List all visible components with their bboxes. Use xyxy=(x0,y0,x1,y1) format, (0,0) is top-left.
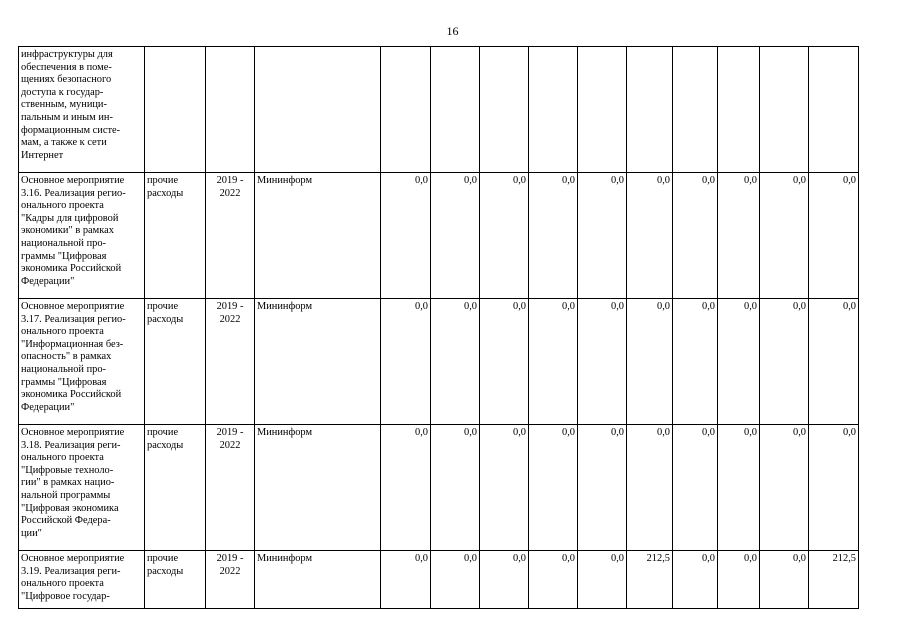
description-line: национальной про- xyxy=(21,237,107,249)
table-row xyxy=(19,173,859,299)
expense-type-cell xyxy=(145,47,206,173)
period-line: 2022 xyxy=(219,439,241,451)
funding-value-cell: 0,0 xyxy=(431,299,480,425)
period-line: 2019 - xyxy=(216,427,244,438)
funding-value-cell: 0,0 xyxy=(480,551,529,609)
description-line: гии" в рамках нацио- xyxy=(21,477,115,489)
period-line: 2022 xyxy=(219,313,241,325)
expense-type-line: прочие xyxy=(147,427,179,438)
executor-cell: Мининформ xyxy=(255,173,381,299)
funding-value-cell: 0,0 xyxy=(529,425,578,551)
funding-value-cell: 0,0 xyxy=(529,173,578,299)
description-line: онального проекта xyxy=(21,578,104,590)
description-line: граммы "Цифровая xyxy=(21,376,107,388)
measure-description-cell xyxy=(19,551,145,609)
expense-type-cell xyxy=(145,551,206,609)
funding-value-cell: 0,0 xyxy=(760,425,809,551)
description-line: 3.16. Реализация регио- xyxy=(21,187,126,199)
description-line: обеспечения в поме- xyxy=(21,61,112,73)
description-line: Основное мероприятие xyxy=(21,553,125,564)
funding-value-cell: 0,0 xyxy=(578,173,627,299)
funding-value-cell: 0,0 xyxy=(578,299,627,425)
description-line: "Цифровое государ- xyxy=(21,590,110,602)
funding-value-cell: 0,0 xyxy=(809,425,859,551)
funding-value-cell: 0,0 xyxy=(760,299,809,425)
funding-value-cell: 0,0 xyxy=(760,551,809,609)
period-line: 2022 xyxy=(219,187,241,199)
description-line: щениях безопасного xyxy=(21,74,112,86)
funding-value-cell: 0,0 xyxy=(578,551,627,609)
period-cell xyxy=(206,425,255,551)
funding-value-cell: 0,0 xyxy=(529,551,578,609)
table-row xyxy=(19,425,859,551)
expense-type-line: прочие xyxy=(147,301,179,312)
period-cell xyxy=(206,47,255,173)
funding-value-cell: 0,0 xyxy=(673,425,718,551)
executor-cell: Мининформ xyxy=(255,299,381,425)
funding-value-cell: 0,0 xyxy=(529,299,578,425)
funding-value-cell xyxy=(673,47,718,173)
description-line: Интернет xyxy=(21,149,64,161)
description-line: 3.19. Реализация реги- xyxy=(21,565,121,577)
description-line: опасность" в рамках xyxy=(21,351,112,363)
table-row xyxy=(19,47,859,173)
period-line: 2019 - xyxy=(216,553,244,564)
budget-table xyxy=(18,46,859,609)
funding-value-cell: 0,0 xyxy=(718,299,760,425)
description-line: 3.17. Реализация регио- xyxy=(21,313,126,325)
period-cell xyxy=(206,551,255,609)
description-line: онального проекта xyxy=(21,200,104,212)
funding-value-cell: 0,0 xyxy=(760,173,809,299)
funding-value-cell: 0,0 xyxy=(381,299,431,425)
expense-type-line: прочие xyxy=(147,175,179,186)
period-line: 2022 xyxy=(219,565,241,577)
funding-value-cell xyxy=(718,47,760,173)
period-line: 2019 - xyxy=(216,301,244,312)
description-line: пальным и иным ин- xyxy=(21,111,113,123)
funding-value-cell: 0,0 xyxy=(578,425,627,551)
expense-type-line: расходы xyxy=(147,439,184,451)
funding-value-cell xyxy=(381,47,431,173)
page-number: 16 xyxy=(446,24,459,38)
funding-value-cell: 0,0 xyxy=(673,173,718,299)
description-line: экономика Российской xyxy=(21,263,122,275)
description-line: "Кадры для цифровой xyxy=(21,212,119,224)
funding-value-cell: 0,0 xyxy=(627,299,673,425)
period-cell xyxy=(206,173,255,299)
measure-description-cell xyxy=(19,173,145,299)
funding-value-cell: 0,0 xyxy=(381,173,431,299)
description-line: Основное мероприятие xyxy=(21,175,125,186)
funding-value-cell: 0,0 xyxy=(718,173,760,299)
measure-description-cell xyxy=(19,299,145,425)
funding-value-cell xyxy=(480,47,529,173)
description-line: доступа к государ- xyxy=(21,86,104,98)
funding-value-cell xyxy=(809,47,859,173)
expense-type-cell xyxy=(145,299,206,425)
funding-value-cell: 0,0 xyxy=(480,173,529,299)
funding-value-cell: 0,0 xyxy=(718,425,760,551)
description-line: "Цифровые техноло- xyxy=(21,464,114,476)
description-line: формационным систе- xyxy=(21,124,121,136)
funding-value-cell: 0,0 xyxy=(431,551,480,609)
executor-cell: Мининформ xyxy=(255,425,381,551)
funding-value-cell xyxy=(578,47,627,173)
description-line: мам, а также к сети xyxy=(21,137,107,149)
expense-type-line: прочие xyxy=(147,553,179,564)
description-line: экономика Российской xyxy=(21,389,122,401)
expense-type-cell xyxy=(145,425,206,551)
funding-value-cell: 0,0 xyxy=(480,425,529,551)
funding-value-cell: 0,0 xyxy=(431,425,480,551)
table-row xyxy=(19,551,859,609)
table-row xyxy=(19,299,859,425)
funding-value-cell: 0,0 xyxy=(627,425,673,551)
description-line: 3.18. Реализация реги- xyxy=(21,439,121,451)
description-line: Федерации" xyxy=(21,401,75,413)
description-line: экономики" в рамках xyxy=(21,225,114,237)
description-line: национальной про- xyxy=(21,363,107,375)
measure-description-cell xyxy=(19,425,145,551)
funding-value-cell: 0,0 xyxy=(381,425,431,551)
funding-value-cell xyxy=(529,47,578,173)
funding-value-cell: 212,5 xyxy=(809,551,859,609)
expense-type-line: расходы xyxy=(147,565,184,577)
executor-cell: Мининформ xyxy=(255,551,381,609)
description-line: нальной программы xyxy=(21,489,111,501)
funding-value-cell xyxy=(627,47,673,173)
expense-type-line: расходы xyxy=(147,313,184,325)
funding-value-cell: 0,0 xyxy=(809,299,859,425)
executor-cell xyxy=(255,47,381,173)
funding-value-cell: 0,0 xyxy=(431,173,480,299)
description-line: инфраструктуры для xyxy=(21,49,113,60)
measure-description-cell xyxy=(19,47,145,173)
expense-type-cell xyxy=(145,173,206,299)
funding-value-cell: 0,0 xyxy=(627,173,673,299)
description-line: Основное мероприятие xyxy=(21,427,125,438)
description-line: ции" xyxy=(21,527,42,539)
funding-value-cell: 0,0 xyxy=(480,299,529,425)
funding-value-cell: 0,0 xyxy=(673,299,718,425)
description-line: Федерации" xyxy=(21,275,75,287)
period-cell xyxy=(206,299,255,425)
funding-value-cell: 0,0 xyxy=(809,173,859,299)
funding-value-cell xyxy=(431,47,480,173)
funding-value-cell: 212,5 xyxy=(627,551,673,609)
description-line: ственным, муници- xyxy=(21,99,107,111)
funding-value-cell: 0,0 xyxy=(673,551,718,609)
expense-type-line: расходы xyxy=(147,187,184,199)
description-line: "Информационная без- xyxy=(21,338,124,350)
funding-value-cell xyxy=(760,47,809,173)
funding-value-cell: 0,0 xyxy=(381,551,431,609)
description-line: Российской Федера- xyxy=(21,515,111,527)
funding-value-cell: 0,0 xyxy=(718,551,760,609)
table-body xyxy=(19,47,859,609)
period-line: 2019 - xyxy=(216,175,244,186)
description-line: граммы "Цифровая xyxy=(21,250,107,262)
description-line: онального проекта xyxy=(21,326,104,338)
description-line: "Цифровая экономика xyxy=(21,502,119,514)
description-line: Основное мероприятие xyxy=(21,301,125,312)
description-line: онального проекта xyxy=(21,452,104,464)
